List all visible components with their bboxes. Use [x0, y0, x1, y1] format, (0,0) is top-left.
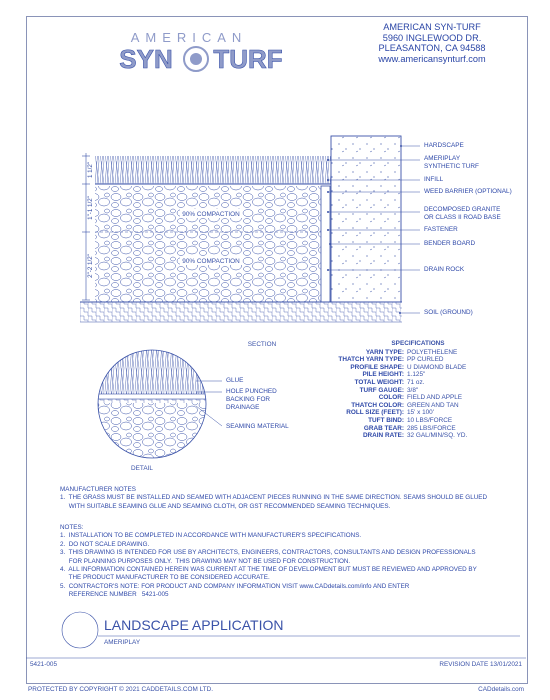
manufacturer-note-1: 1. THE GRASS MUST BE INSTALLED AND SEAMED WITH ADJACENT PIECES RUNNING IN THE SAME DIRECTION. SEAMS SHOULD BE GLUED	[60, 494, 487, 502]
dimension-mid: 1"-1 1/2"	[87, 196, 94, 220]
spec-row	[313, 364, 523, 372]
note-3b: FOR PLANNING PURPOSES ONLY. THIS DRAWING MAY NOT BE USED FOR CONSTRUCTION.	[60, 557, 351, 565]
spec-key: PILE HEIGHT:	[362, 371, 404, 379]
spec-value: 71 oz.	[407, 378, 425, 386]
logo-left-text: SYN	[119, 44, 173, 74]
drawing-title: LANDSCAPE APPLICATION	[104, 617, 284, 633]
drawing-number: 5421-005	[30, 661, 58, 668]
spec-row	[313, 409, 523, 417]
copyright-notice: PROTECTED BY COPYRIGHT © 2021 CADDETAILS.COM LTD.	[28, 686, 213, 693]
spec-key: TUFT BIND:	[368, 416, 404, 424]
callout-bender-board: BENDER BOARD	[424, 240, 476, 247]
spec-value: 1.125"	[407, 371, 426, 379]
revision-date: REVISION DATE 13/01/2021	[439, 661, 522, 668]
company-website[interactable]: www.americansynturf.com	[378, 53, 486, 64]
caddetails-link[interactable]: CADdetails.com	[478, 686, 524, 693]
note-2: 2. DO NOT SCALE DRAWING.	[60, 540, 150, 548]
note-5b: REFERENCE NUMBER 5421-005	[60, 591, 169, 599]
section-label: SECTION	[247, 341, 277, 348]
compaction-lower-label: 90% COMPACTION	[182, 258, 240, 265]
spec-value: FIELD AND APPLE	[407, 394, 463, 402]
spec-key: THATCH COLOR:	[351, 401, 404, 409]
note-4b: THE PRODUCT MANUFACTURER TO BE CONSIDERED ACCURATE.	[60, 574, 270, 582]
company-address-2: PLEASANTON, CA 94588	[378, 43, 486, 54]
spec-key: DRAIN RATE:	[362, 432, 404, 440]
spec-row	[313, 379, 523, 387]
company-name: AMERICAN SYN-TURF	[383, 22, 481, 32]
callout-fastener: FASTENER	[424, 226, 458, 233]
detail-callout-backing: BACKING FOR	[226, 396, 271, 403]
spec-row	[313, 356, 523, 364]
spec-row	[313, 417, 523, 425]
drawing-subtitle: AMERIPLAY	[104, 639, 141, 646]
manufacturer-notes	[60, 486, 487, 511]
note-1: 1. INSTALLATION TO BE COMPLETED IN ACCORDANCE WITH MANUFACTURER'S SPECIFICATIONS.	[60, 532, 362, 540]
spec-value: 3/8"	[407, 386, 419, 394]
callout-infill: INFILL	[424, 176, 444, 183]
callout-weed-barrier: WEED BARRIER (OPTIONAL)	[424, 188, 512, 195]
spec-key: THATCH YARN TYPE:	[338, 356, 404, 364]
callout-drain-rock: DRAIN ROCK	[424, 266, 465, 273]
callout-hardscape: HARDSCAPE	[424, 142, 464, 149]
dimension-top: 1 1/2"	[87, 162, 94, 178]
notes-heading: NOTES:	[60, 524, 84, 531]
manufacturer-note-1b: WITH SUITABLE SEAMING GLUE AND SEAMING CLOTH, OR GST RECOMMENDED SEAMING TECHNIQUES.	[60, 502, 391, 510]
logo-right-text: TURF	[213, 44, 283, 74]
note-3: 3. THIS DRAWING IS INTENDED FOR USE BY ARCHITECTS, ENGINEERS, CONTRACTORS, CONSULTANTS AND DESIGN PROFESSIONALS	[60, 549, 476, 557]
spec-value: 285 LBS/FORCE	[407, 424, 456, 432]
spec-value: 15' x 100'	[407, 409, 434, 417]
spec-key: PROFILE SHAPE:	[350, 363, 404, 371]
callout-road-base: OR CLASS II ROAD BASE	[424, 214, 501, 221]
detail-callout-glue: GLUE	[226, 377, 244, 384]
callout-synthetic-turf: SYNTHETIC TURF	[424, 163, 479, 170]
callout-decomposed-granite: DECOMPOSED GRANITE	[424, 206, 501, 213]
company-address-1: 5960 INGLEWOOD DR.	[382, 32, 482, 43]
compaction-upper-label: 90% COMPACTION	[182, 211, 240, 218]
spec-row	[313, 425, 523, 433]
spec-value: POLYETHELENE	[407, 348, 458, 356]
spec-value: U DIAMOND BLADE	[407, 363, 467, 371]
detail-callout-hole-punched: HOLE PUNCHED	[226, 388, 277, 395]
manufacturer-notes-heading: MANUFACTURER NOTES	[60, 486, 136, 493]
logo-top-text: AMERICAN	[130, 30, 248, 45]
spec-value: 32 GAL/MIN/SQ. YD.	[407, 432, 468, 440]
spec-key: TURF GAUGE:	[359, 386, 404, 394]
spec-value: PP CURLED	[407, 356, 444, 364]
detail-callout-drainage: DRAINAGE	[226, 404, 260, 411]
spec-key: COLOR:	[378, 394, 404, 402]
spec-key: GRAB TEAR:	[363, 424, 404, 432]
spec-row	[313, 432, 523, 440]
general-notes	[60, 524, 477, 600]
spec-row	[313, 371, 523, 379]
spec-value: GREEN AND TAN	[407, 401, 459, 409]
detail-label: DETAIL	[131, 465, 153, 472]
spec-key: ROLL SIZE (FEET):	[346, 409, 404, 417]
spec-row	[313, 402, 523, 410]
spec-key: TOTAL WEIGHT:	[354, 378, 404, 386]
spec-row	[313, 394, 523, 402]
note-5: 5. CONTRACTOR'S NOTE: FOR PRODUCT AND COMPANY INFORMATION VISIT www.CADdetails.com/info AND ENTER	[60, 582, 410, 590]
detail-callout-seaming: SEAMING MATERIAL	[226, 423, 289, 430]
note-4: 4. ALL INFORMATION CONTAINED HEREIN WAS CURRENT AT THE TIME OF DEVELOPMENT BUT MUST BE REVIEWED AND APPROVED BY	[60, 566, 477, 574]
callout-ameriplay: AMERIPLAY	[424, 155, 461, 162]
spec-row	[313, 387, 523, 395]
spec-key: YARN TYPE:	[365, 348, 404, 356]
specifications-heading: SPECIFICATIONS	[391, 340, 445, 347]
dimension-low: 2"-2 1/2"	[87, 254, 94, 278]
callout-soil: SOIL (GROUND)	[424, 309, 473, 316]
spec-row	[313, 349, 523, 357]
specifications-table	[313, 340, 523, 440]
spec-value: 10 LBS/FORCE	[407, 416, 453, 424]
